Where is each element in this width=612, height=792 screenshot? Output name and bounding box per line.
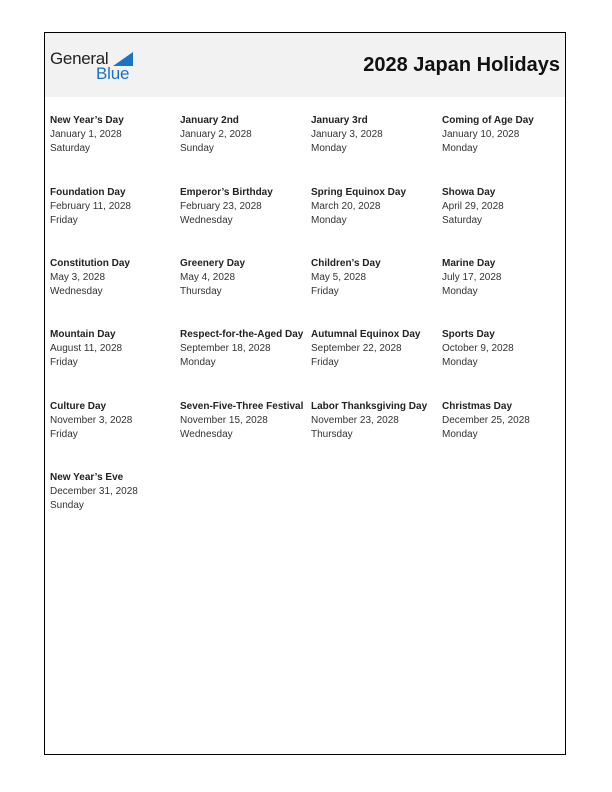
holiday-name: Greenery Day (180, 258, 246, 269)
holiday-weekday: Monday (442, 357, 478, 369)
holiday-weekday: Thursday (180, 286, 222, 298)
holiday-weekday: Friday (311, 286, 339, 298)
holiday-name: Marine Day (442, 258, 496, 269)
holiday-weekday: Sunday (50, 500, 84, 512)
holiday-entry (180, 186, 306, 229)
holiday-name: Labor Thanksgiving Day (311, 401, 428, 412)
holiday-date: November 23, 2028 (311, 415, 399, 427)
holiday-weekday: Monday (311, 215, 347, 227)
holiday-entry (180, 257, 306, 300)
holiday-date: February 11, 2028 (50, 201, 131, 213)
holiday-entry (50, 400, 176, 443)
holiday-entry (50, 471, 176, 514)
holiday-date: July 17, 2028 (442, 272, 502, 284)
holiday-name: Christmas Day (442, 401, 513, 412)
holiday-entry (50, 186, 176, 229)
holiday-name: Respect-for-the-Aged Day (180, 329, 304, 340)
holiday-entry (50, 328, 176, 371)
holiday-name: New Year’s Eve (50, 472, 124, 483)
holiday-weekday: Wednesday (180, 429, 233, 441)
holiday-entry (50, 257, 176, 300)
holiday-weekday: Monday (442, 286, 478, 298)
holiday-name: January 3rd (311, 115, 368, 126)
holiday-date: February 23, 2028 (180, 201, 262, 213)
holiday-name: January 2nd (180, 115, 239, 126)
holiday-entry (311, 400, 437, 443)
holiday-entry (50, 114, 176, 157)
logo-blue-text: Blue (96, 64, 130, 83)
holiday-entry (180, 400, 306, 443)
holiday-weekday: Monday (311, 143, 347, 155)
holiday-weekday: Monday (180, 357, 216, 369)
holiday-name: Autumnal Equinox Day (311, 329, 421, 340)
holiday-entry (442, 328, 568, 371)
holiday-name: Foundation Day (50, 187, 126, 198)
holiday-entry (442, 186, 568, 229)
holiday-entry (311, 328, 437, 371)
holiday-entry (180, 328, 306, 371)
holiday-entry (442, 257, 568, 300)
header-band (45, 33, 565, 97)
holiday-name: Children’s Day (311, 258, 381, 269)
holiday-entry (311, 257, 437, 300)
holiday-weekday: Monday (442, 143, 478, 155)
holiday-name: Spring Equinox Day (311, 187, 407, 198)
holiday-entry (311, 186, 437, 229)
holiday-weekday: Friday (311, 357, 339, 369)
holiday-date: November 3, 2028 (50, 415, 133, 427)
logo-general-text: General (50, 49, 109, 68)
holiday-weekday: Wednesday (50, 286, 103, 298)
holiday-date: October 9, 2028 (442, 343, 514, 355)
holiday-date: January 1, 2028 (50, 129, 122, 141)
holiday-weekday: Thursday (311, 429, 353, 441)
page-title: 2028 Japan Holidays (363, 54, 560, 76)
page-frame (44, 32, 566, 755)
holiday-entry (180, 114, 306, 157)
holiday-weekday: Friday (50, 429, 78, 441)
holiday-name: Mountain Day (50, 329, 116, 340)
generalblue-logo (50, 49, 140, 85)
holiday-name: New Year’s Day (50, 115, 124, 126)
holiday-date: May 5, 2028 (311, 272, 367, 284)
holiday-date: April 29, 2028 (442, 201, 504, 213)
holiday-name: Coming of Age Day (442, 115, 534, 126)
holiday-date: May 3, 2028 (50, 272, 106, 284)
holiday-date: January 2, 2028 (180, 129, 252, 141)
holiday-date: May 4, 2028 (180, 272, 236, 284)
holiday-date: December 31, 2028 (50, 486, 138, 498)
holiday-name: Seven-Five-Three Festival (180, 401, 304, 412)
holiday-name: Culture Day (50, 401, 107, 412)
holiday-entry (442, 400, 568, 443)
holiday-entry (442, 114, 568, 157)
holiday-name: Showa Day (442, 187, 496, 198)
holiday-date: November 15, 2028 (180, 415, 268, 427)
holiday-weekday: Wednesday (180, 215, 233, 227)
holiday-date: August 11, 2028 (50, 343, 123, 355)
holiday-date: March 20, 2028 (311, 201, 381, 213)
holiday-weekday: Sunday (180, 143, 214, 155)
holiday-weekday: Monday (442, 429, 478, 441)
holiday-weekday: Friday (50, 215, 78, 227)
holiday-name: Constitution Day (50, 258, 130, 269)
holiday-entry (311, 114, 437, 157)
holiday-weekday: Saturday (442, 215, 483, 227)
holiday-name: Emperor’s Birthday (180, 187, 273, 198)
holiday-date: December 25, 2028 (442, 415, 530, 427)
holiday-date: September 22, 2028 (311, 343, 402, 355)
holiday-name: Sports Day (442, 329, 495, 340)
holiday-date: January 3, 2028 (311, 129, 383, 141)
holiday-weekday: Saturday (50, 143, 91, 155)
holiday-weekday: Friday (50, 357, 78, 369)
holiday-date: January 10, 2028 (442, 129, 520, 141)
holiday-date: September 18, 2028 (180, 343, 271, 355)
